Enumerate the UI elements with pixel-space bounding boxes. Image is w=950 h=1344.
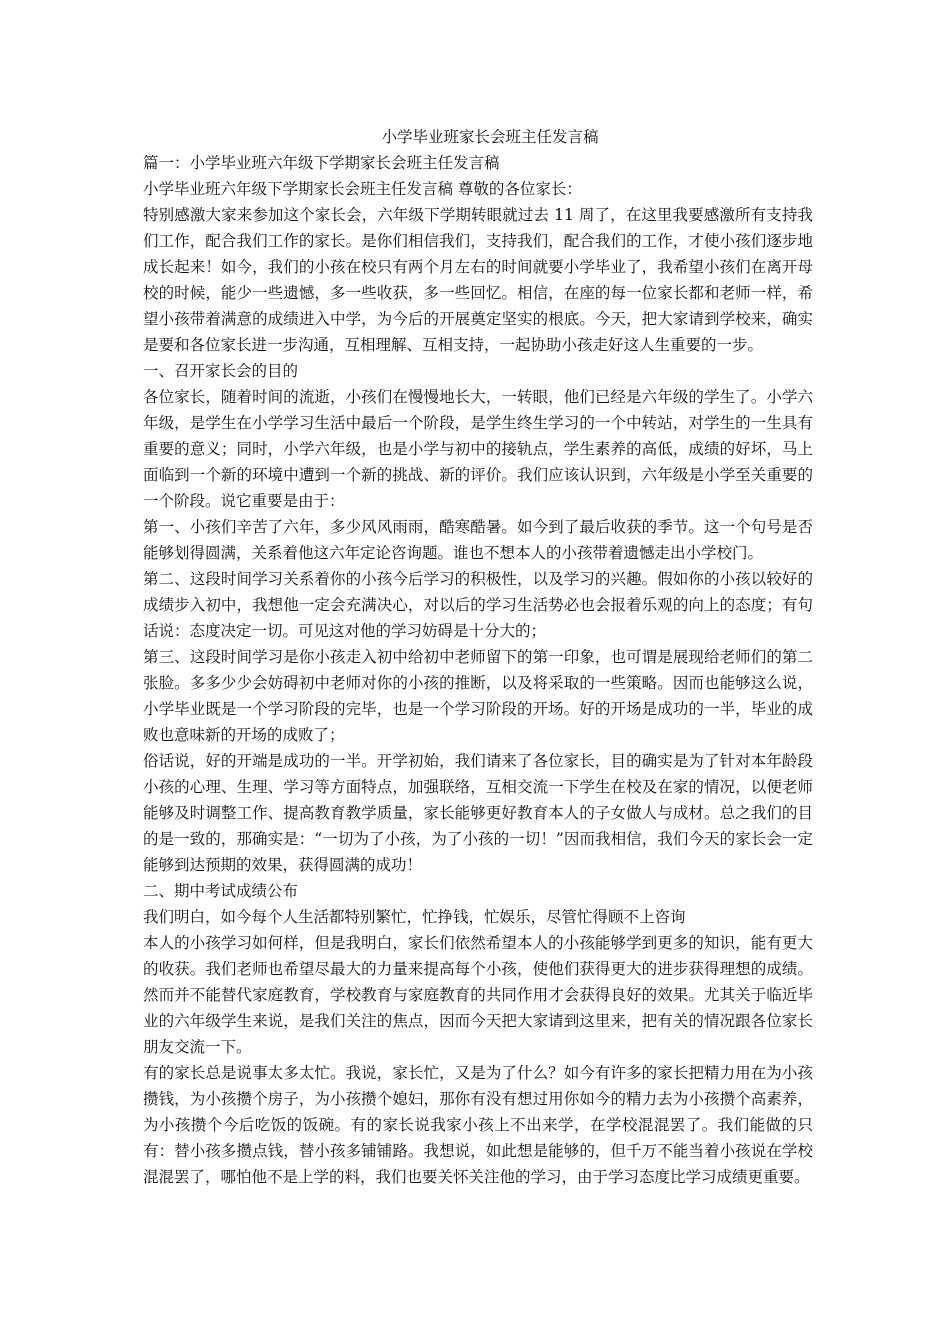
section-heading: 篇一：小学毕业班六年级下学期家长会班主任发言稿 xyxy=(143,154,500,172)
paragraph: 第三、这段时间学习是你小孩走入初中给初中老师留下的第一印象，也可谓是展现给老师们的第二张脸。多多少少会妨碍初中老师对你的小孩的推断，以及将采取的一些策略。因而也能够这么说，小学毕业既是一个学习阶段的完毕，也是一个学习阶段的开场。好的开场是成功的一半，毕业的成败也意味新的开场的成败了； xyxy=(143,648,813,744)
section-heading: 二、期中考试成绩公布 xyxy=(143,882,299,900)
paragraph: 俗话说，好的开端是成功的一半。开学初始，我们请来了各位家长，目的确实是为了针对本年龄段小孩的心理、生理、学习等方面特点，加强联络，互相交流一下学生在校及在家的情况，以便老师能够及时调整工作、提高教育教学质量，家长能够更好教育本人的子女做人与成材。总之我们的目的是一致的，那确实是：“一切为了小孩，为了小孩的一切！”因而我相信，我们今天的家长会一定能够到达预期的效果，获得圆满的成功！ xyxy=(143,752,813,874)
paragraph: 第一、小孩们辛苦了六年，多少风风雨雨，酷寒酷暑。如今到了最后收获的季节。这一个句号是否能够划得圆满，关系着他这六年定论咨询题。谁也不想本人的小孩带着遗憾走出小学校门。 xyxy=(143,518,813,562)
paragraph: 各位家长，随着时间的流逝，小孩们在慢慢地长大，一转眼，他们已经是六年级的学生了。小学六年级，是学生在小学学习生活中最后一个阶段，是学生终生学习的一个中转站，对学生的一生具有重要的意义；同时，小学六年级，也是小学与初中的接轨点，学生素养的高低，成绩的好坏，马上面临到一个新的环境中遭到一个新的挑战、新的评价。我们应该认识到，六年级是小学至关重要的一个阶段。说它重要是由于： xyxy=(143,388,813,510)
paragraph: 特别感激大家来参加这个家长会，六年级下学期转眼就过去 11 周了，在这里我要感激所有支持我们工作，配合我们工作的家长。是你们相信我们，支持我们，配合我们的工作，才使小孩们逐步地成长起来！如今，我们的小孩在校只有两个月左右的时间就要小学毕业了，我希望小孩们在离开母校的时候，能少一些遗憾，多一些收获，多一些回忆。相信，在座的每一位家长都和老师一样，希望小孩带着满意的成绩进入中学，为今后的开展奠定坚实的根底。今天，把大家请到学校来，确实是要和各位家长进一步沟通，互相理解、互相支持，一起协助小孩走好这人生重要的一步。 xyxy=(143,206,813,354)
paragraph: 我们明白，如今每个人生活都特别繁忙，忙挣钱，忙娱乐，尽管忙得顾不上咨询 xyxy=(143,908,686,926)
paragraph: 小学毕业班六年级下学期家长会班主任发言稿 尊敬的各位家长： xyxy=(143,180,582,198)
document-title: 小学毕业班家长会班主任发言稿 xyxy=(381,128,599,146)
section-heading: 一、召开家长会的目的 xyxy=(143,362,299,380)
paragraph: 第二、这段时间学习关系着你的小孩今后学习的积极性，以及学习的兴趣。假如你的小孩以较好的成绩步入初中，我想他一定会充满决心，对以后的学习生活势必也会报着乐观的向上的态度；有句话说：态度决定一切。可见这对他的学习妨碍是十分大的； xyxy=(143,570,813,640)
paragraph: 本人的小孩学习如何样，但是我明白，家长们依然希望本人的小孩能够学到更多的知识，能有更大的收获。我们老师也希望尽最大的力量来提高每个小孩，使他们获得更大的进步获得理想的成绩。然而并不能替代家庭教育，学校教育与家庭教育的共同作用才会获得良好的效果。尤其关于临近毕业的六年级学生来说，是我们关注的焦点，因而今天把大家请到这里来，把有关的情况跟各位家长朋友交流一下。 xyxy=(143,934,813,1056)
paragraph: 有的家长总是说事太多太忙。我说，家长忙，又是为了什么？如今有许多的家长把精力用在为小孩攒钱，为小孩攒个房子，为小孩攒个媳妇，那你有没有想过用你如今的精力去为小孩攒个高素养，为小孩攒个今后吃饭的饭碗。有的家长说我家小孩上不出来学，在学校混混罢了。我们能做的只有：替小孩多攒点钱，替小孩多铺铺路。我想说，如此想是能够的，但千万不能当着小孩说在学校混混罢了，哪怕他不是上学的料，我们也要关怀关注他的学习，由于学习态度比学习成绩更重要。 xyxy=(143,1064,813,1186)
document-body xyxy=(143,124,813,1190)
